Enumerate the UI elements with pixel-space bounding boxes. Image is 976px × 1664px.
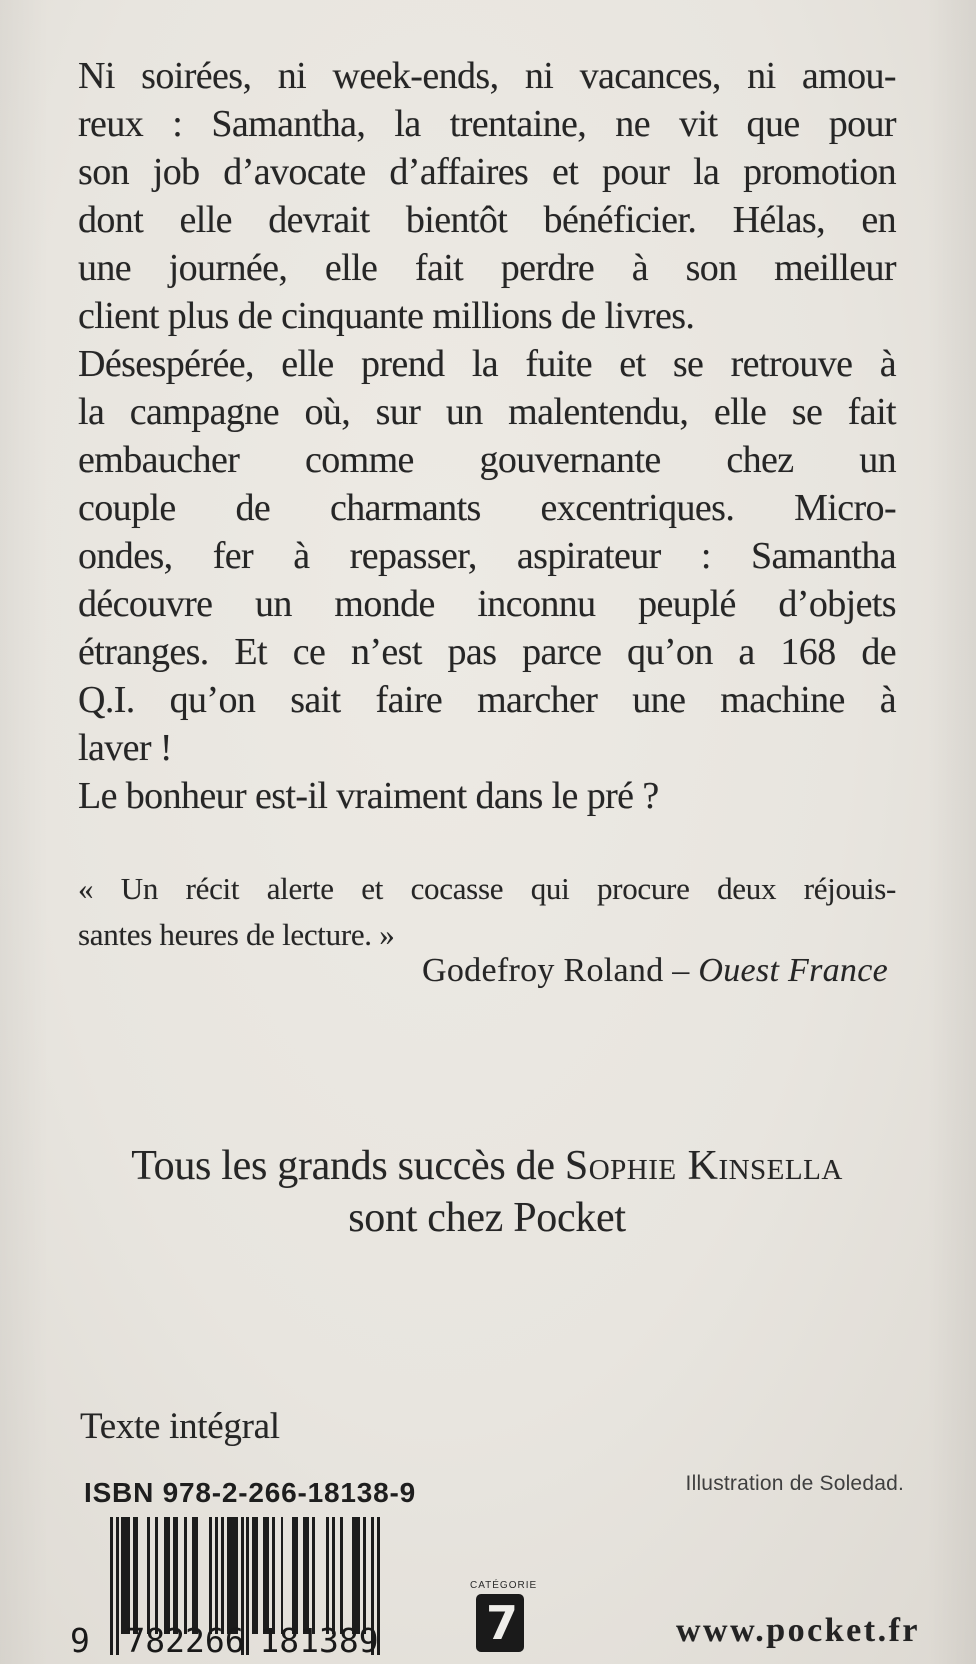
barcode-bar [340,1517,343,1634]
barcode-bar [173,1517,179,1634]
barcode-bar [215,1517,218,1634]
text-line: reux : Samantha, la trentaine, ne vit que pour [78,103,896,145]
barcode-bar [227,1517,238,1634]
ean13-barcode [70,1517,380,1660]
text-line: laver ! [78,727,172,769]
barcode-digit-group2: 181389 [259,1621,379,1660]
texte-integral-label: Texte intégral [80,1406,280,1447]
barcode-bar [184,1517,187,1634]
text-line: ondes, fer à repasser, aspirateur : Samantha [78,535,896,577]
barcode-bar [221,1517,224,1634]
review-source: Ouest France [698,952,888,989]
barcode-digit-group1: 782266 [125,1621,245,1660]
barcode-bar [292,1517,298,1634]
text-line: Ni soirées, ni week-ends, ni vacances, ni amou- [78,55,896,97]
text-line: dont elle devrait bientôt bénéficier. Hélas, en [78,199,896,241]
barcode-bar [121,1517,130,1634]
barcode-bar [252,1517,258,1634]
text-line: la campagne où, sur un malentendu, elle se fait [78,391,896,433]
barcode-bar [332,1517,335,1634]
text-line: son job d’avocate d’affaires et pour la promotion [78,151,896,193]
text-line: couple de charmants excentriques. Micro- [78,487,896,529]
barcode-bar [326,1517,329,1634]
barcode-bar [192,1517,198,1634]
text-line: Désespérée, elle prend la fuite et se retrouve à [78,343,896,385]
barcode-bar [209,1517,212,1634]
barcode-bar [116,1517,119,1655]
promo-line-1 [78,1140,896,1192]
isbn-label: ISBN 978-2-266-18138-9 [84,1477,417,1508]
barcode-bar [263,1517,269,1634]
barcode-bar [312,1517,315,1634]
barcode-bar [147,1517,150,1634]
text-line: embaucher comme gouvernante chez un [78,439,896,481]
press-quote-attribution [78,952,888,990]
categorie-box [476,1594,524,1652]
website-url: www.pocket.fr [675,1612,920,1649]
categorie-number: 7 [485,1596,518,1650]
text-line: client plus de cinquante millions de livres. [78,295,695,337]
text-line: « Un récit alerte et cocasse qui procure deux réjouis- [78,871,896,906]
categorie-label: CATÉGORIE [470,1580,538,1591]
text-line: étranges. Et ce n’est pas parce qu’on a 168 de [78,631,896,673]
barcode-bar [281,1517,284,1634]
barcode-bar [133,1517,139,1634]
barcode-bar [303,1517,309,1634]
barcode-digit-first: 9 [70,1621,90,1660]
promo-line-2: sont chez Pocket [348,1195,626,1241]
barcode-bar [110,1517,113,1655]
promo-prefix: Tous les grands succès de [131,1143,565,1189]
barcode-bar [363,1517,366,1634]
barcode-bar [155,1517,158,1634]
illustration-credit: Illustration de Soledad. [685,1472,904,1495]
promo-heading [78,1140,896,1244]
barcode-bar [164,1517,170,1634]
categorie-logo [470,1580,538,1652]
text-line: une journée, elle fait perdre à son meilleur [78,247,896,289]
press-quote [78,866,896,958]
text-line: Le bonheur est-il vraiment dans le pré ? [78,775,659,817]
author-name: Sophie Kinsella [564,1143,843,1189]
barcode-bar [352,1517,361,1634]
text-line: santes heures de lecture. » [78,917,395,952]
text-line: Q.I. qu’on sait faire marcher une machine à [78,679,896,721]
barcode-bar [272,1517,275,1634]
text-line: découvre un monde inconnu peuplé d’objets [78,583,896,625]
reviewer-name: Godefroy Roland – [421,952,699,989]
back-cover-blurb [78,52,896,820]
